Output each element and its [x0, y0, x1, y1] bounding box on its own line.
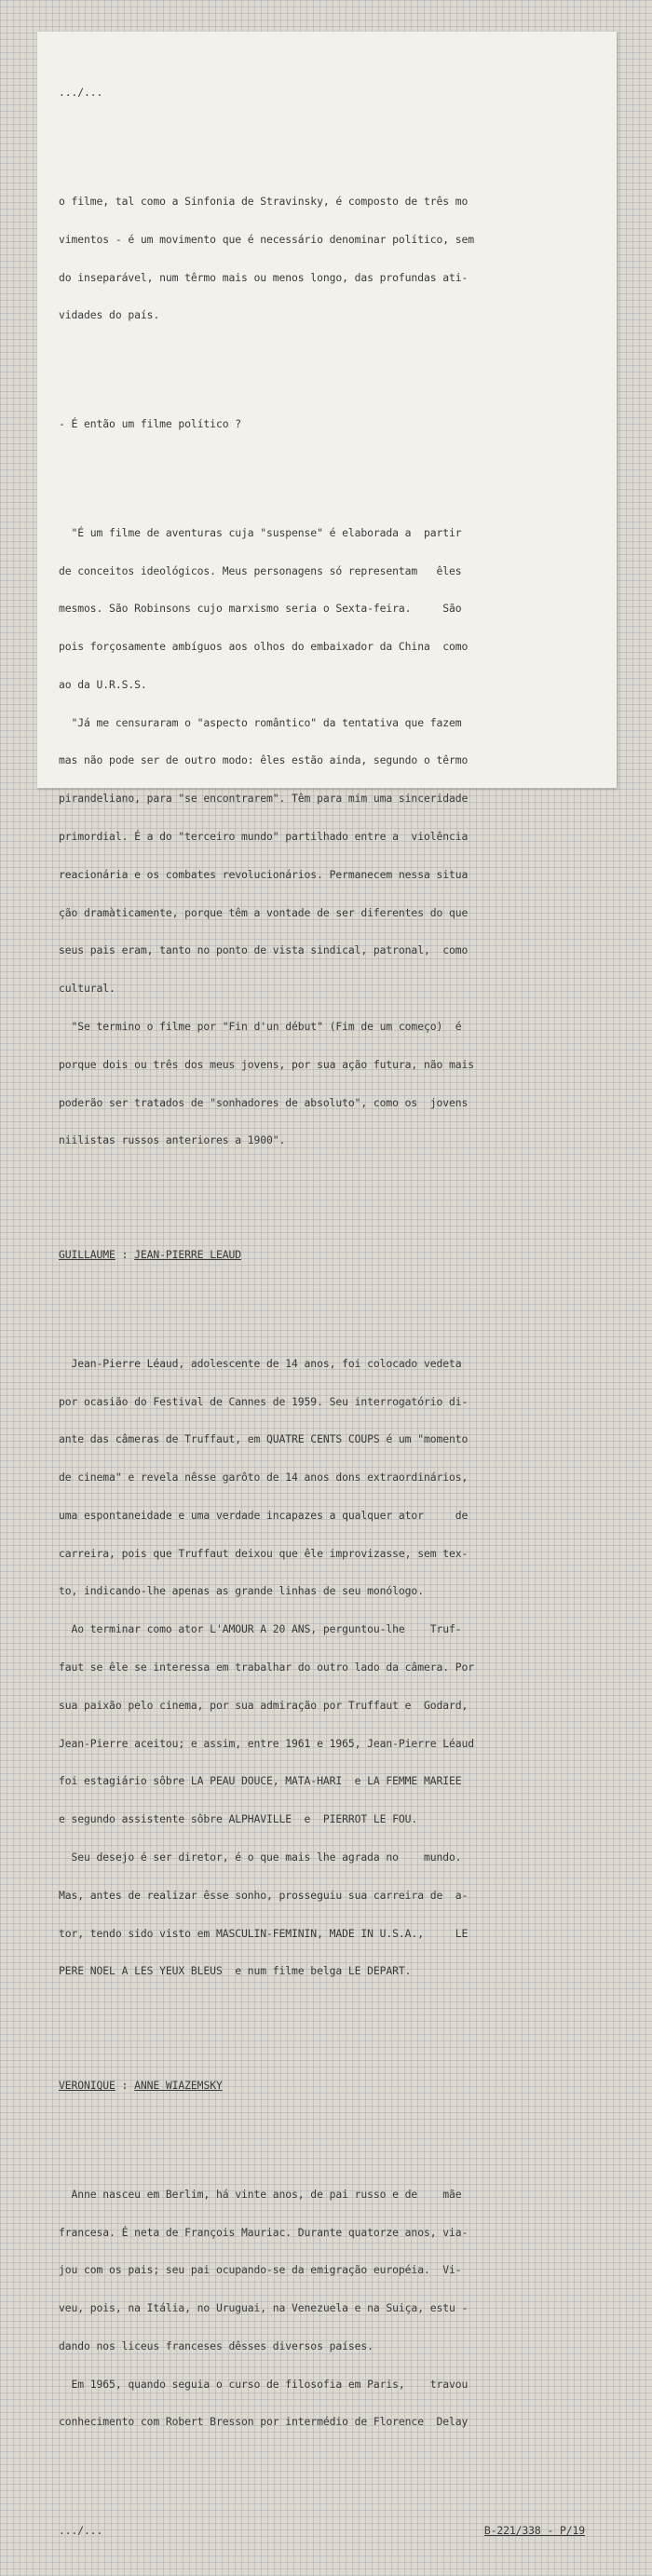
heading-separator: :	[115, 1248, 135, 1262]
text-line: pois forçosamente ambíguos aos olhos do embaixador da China como	[59, 640, 469, 654]
continuation-bottom: .../...	[59, 2524, 103, 2538]
text-line: "Já me censuraram o "aspecto romântico" da tentativa que fazem	[59, 715, 462, 729]
text-line: foi estagiário sôbre LA PEAU DOUCE, MATA-HARI e LA FEMME MARIEE	[59, 1774, 462, 1788]
text-line: carreira, pois que Truffaut deixou que êle improvizasse, sem tex-	[59, 1546, 469, 1560]
text-line: "Se termino o filme por "Fin d'un début" (Fim de um começo) é	[59, 1019, 462, 1033]
text-line: tor, tendo sido visto em MASCULIN-FEMININ, MADE IN U.S.A., LE	[59, 1926, 469, 1940]
text-line: primordial. É a do "terceiro mundo" partilhado entre a violência	[59, 830, 469, 844]
paragraph-leaud	[59, 1333, 585, 2003]
text-line: "É um filme de aventuras cuja "suspense" é elaborada a partir	[59, 525, 462, 539]
paragraph-wiazemsky	[59, 2163, 585, 2455]
typed-page	[59, 61, 585, 2551]
text-line: vimentos - é um movimento que é necessário denominar político, sem	[59, 232, 475, 246]
text-line: reacionária e os combates revolucionários. Permanecem nessa situa	[59, 867, 469, 881]
text-line: Ao terminar como ator L'AMOUR A 20 ANS, perguntou-lhe Truf-	[59, 1622, 462, 1636]
text-line: faut se êle se interessa em trabalhar do outro lado da câmera. Por	[59, 1661, 475, 1674]
text-line: ção dramàticamente, porque têm a vontade de ser diferentes do que	[59, 905, 469, 919]
text-line: to, indicando-lhe apenas as grande linhas de seu monólogo.	[59, 1584, 424, 1598]
text-line: Jean-Pierre aceitou; e assim, entre 1961 e 1965, Jean-Pierre Léaud	[59, 1736, 475, 1750]
heading-actor: JEAN-PIERRE LEAUD	[134, 1248, 241, 1262]
text-line: Anne nasceu em Berlim, há vinte anos, de pai russo e de mãe	[59, 2187, 462, 2201]
text-line: PERE NOEL A LES YEUX BLEUS e num filme belga LE DEPART.	[59, 1964, 412, 1978]
text-line: niilistas russos anteriores a 1900".	[59, 1133, 286, 1147]
text-line: ante das câmeras de Truffaut, em QUATRE CENTS COUPS é um "momento	[59, 1432, 469, 1446]
paragraph-intro	[59, 170, 585, 347]
text-line: pirandeliano, para "se encontrarem". Têm para mim uma sinceridade	[59, 792, 469, 806]
heading-actor: ANNE WIAZEMSKY	[134, 2079, 223, 2093]
page-reference: B-221/338 - P/19	[483, 2524, 585, 2538]
text-line: sua paixão pelo cinema, por sua admiração por Truffaut e Godard,	[59, 1698, 469, 1712]
text-line: dando nos liceus franceses dêsses diversos países.	[59, 2339, 374, 2352]
text-line: o filme, tal como a Sinfonia de Stravinsky, é composto de três mo	[59, 194, 469, 208]
text-line: jou com os pais; seu pai ocupando-se da emigração européia. Vi-	[59, 2263, 462, 2277]
text-line: conhecimento com Robert Bresson por intermédio de Florence Delay	[59, 2415, 469, 2429]
section-heading-guillaume	[59, 1249, 585, 1262]
text-line: cultural.	[59, 982, 115, 996]
text-line: seus pais eram, tanto no ponto de vista sindical, patronal, como	[59, 943, 469, 957]
text-line: de cinema" e revela nêsse garôto de 14 anos dons extraordinários,	[59, 1471, 469, 1485]
text-line: porque dois ou três dos meus jovens, por sua ação futura, não mais	[59, 1057, 475, 1071]
text-line: por ocasião do Festival de Cannes de 1959. Seu interrogatório di-	[59, 1394, 469, 1408]
text-line: ao da U.R.S.S.	[59, 677, 147, 691]
heading-role: VERONIQUE	[59, 2079, 115, 2093]
interview-question: - É então um filme político ?	[59, 417, 241, 431]
text-line: Em 1965, quando seguia o curso de filosofia em Paris, travou	[59, 2377, 469, 2391]
text-line: e segundo assistente sôbre ALPHAVILLE e PIERROT LE FOU.	[59, 1812, 418, 1826]
text-line: vidades do país.	[59, 308, 160, 322]
text-line: Mas, antes de realizar êsse sonho, prosseguiu sua carreira de a-	[59, 1888, 469, 1902]
section-heading-veronique	[59, 2080, 585, 2093]
text-line: de conceitos ideológicos. Meus personagens só representam êles	[59, 563, 462, 577]
text-line: Seu desejo é ser diretor, é o que mais lhe agrada no mundo.	[59, 1850, 462, 1864]
text-line: mas não pode ser de outro modo: êles estão ainda, segundo o têrmo	[59, 753, 469, 767]
text-line: poderão ser tratados de "sonhadores de absoluto", como os jovens	[59, 1095, 469, 1109]
text-line: veu, pois, na Itália, no Uruguai, na Venezuela e na Suiça, estu -	[59, 2301, 469, 2315]
heading-separator: :	[115, 2079, 135, 2093]
continuation-top: .../...	[59, 86, 103, 100]
heading-role: GUILLAUME	[59, 1248, 115, 1262]
text-line: Jean-Pierre Léaud, adolescente de 14 anos, foi colocado vedeta	[59, 1356, 462, 1370]
text-line: do inseparável, num têrmo mais ou menos longo, das profundas ati-	[59, 270, 469, 284]
text-line: mesmos. São Robinsons cujo marxismo seria o Sexta-feira. São	[59, 602, 462, 616]
text-line: uma espontaneidade e uma verdade incapazes a qualquer ator de	[59, 1508, 469, 1522]
paragraph-quote	[59, 502, 585, 1173]
page-footer	[59, 2525, 585, 2538]
text-line: francesa. É neta de François Mauriac. Durante quatorze anos, via-	[59, 2225, 469, 2239]
